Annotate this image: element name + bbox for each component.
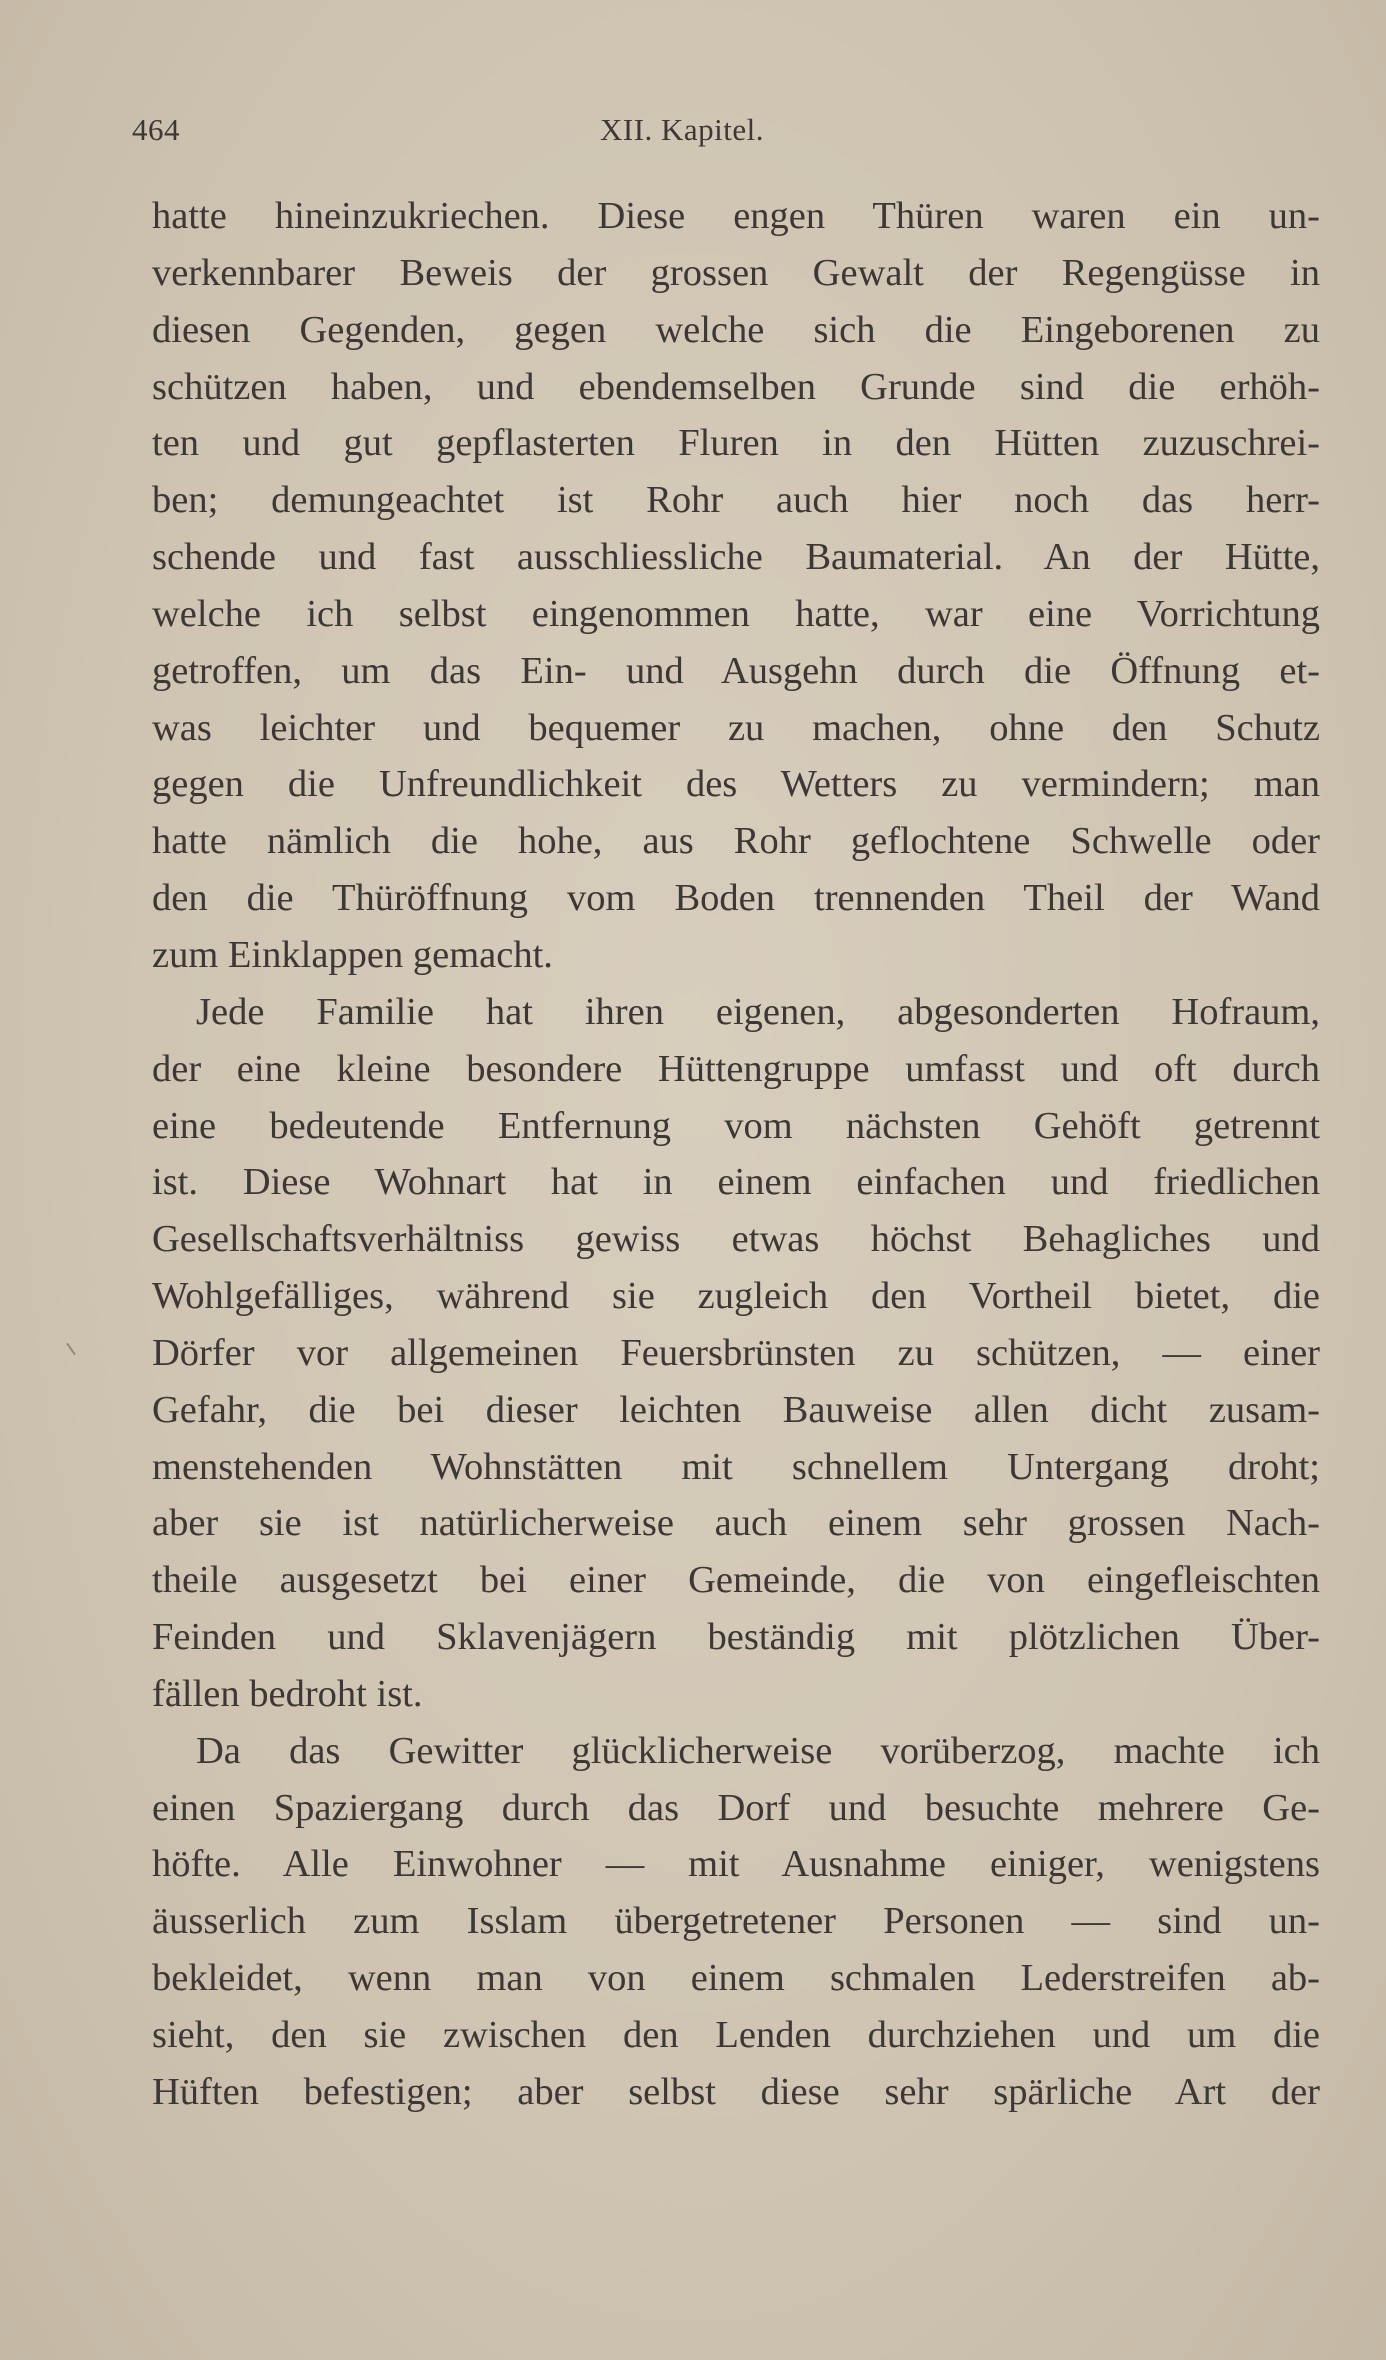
text-line: hatte nämlich die hohe, aus Rohr geflochtene Schwelle oder [152,820,1320,863]
margin-mark [66,1343,76,1356]
chapter-title: XII. Kapitel. [599,112,765,147]
text-line: fällen bedroht ist. [152,1672,423,1715]
text-line: einen Spaziergang durch das Dorf und besuchte mehrere Ge- [152,1786,1320,1829]
text-line: Wohlgefälliges, während sie zugleich den Vortheil bietet, die [152,1275,1320,1318]
text-line: menstehenden Wohnstätten mit schnellem Untergang droht; [152,1445,1320,1488]
text-line: welche ich selbst eingenommen hatte, war eine Vorrichtung [152,592,1320,635]
text-line: theile ausgesetzt bei einer Gemeinde, die von eingefleischten [152,1559,1320,1602]
text-line: den die Thüröffnung vom Boden trennenden Theil der Wand [152,877,1320,920]
text-line: sieht, den sie zwischen den Lenden durchziehen und um die [152,2014,1320,2056]
text-line: ben; demungeachtet ist Rohr auch hier noch das herr- [152,479,1320,522]
text-line: äusserlich zum Isslam übergetretener Personen — sind un- [152,1900,1320,1943]
text-line: ten und gut gepflasterten Fluren in den Hütten zuzuschrei- [152,422,1320,465]
text-line: eine bedeutende Entfernung vom nächsten Gehöft getrennt [152,1104,1320,1147]
text-line: Da das Gewitter glücklicherweise vorüberzog, machte ich [196,1729,1320,1772]
text-line: was leichter und bequemer zu machen, ohne den Schutz [152,706,1320,749]
text-line: schende und fast ausschliessliche Baumaterial. An der Hütte, [152,536,1320,579]
text-line: gegen die Unfreundlichkeit des Wetters zu vermindern; man [152,763,1320,806]
text-line: hatte hineinzukriechen. Diese engen Thüren waren ein un- [152,195,1320,237]
text-line: Gesellschaftsverhältniss gewiss etwas höchst Behagliches und [152,1218,1320,1261]
text-line: Jede Familie hat ihren eigenen, abgesonderten Hofraum, [196,990,1320,1033]
text-line: getroffen, um das Ein- und Ausgehn durch die Öffnung et- [152,649,1320,692]
text-line: Feinden und Sklavenjägern beständig mit plötzlichen Über- [152,1616,1320,1659]
text-line: diesen Gegenden, gegen welche sich die Eingeborenen zu [152,308,1320,351]
text-line: höfte. Alle Einwohner — mit Ausnahme einiger, wenigstens [152,1843,1320,1886]
text-line: verkennbarer Beweis der grossen Gewalt der Regengüsse in [152,251,1320,294]
page-number: 464 [132,112,180,147]
body-text [152,188,1320,2121]
text-line: ist. Diese Wohnart hat in einem einfachen und friedlichen [152,1161,1320,1204]
text-line: Gefahr, die bei dieser leichten Bauweise allen dicht zusam- [152,1388,1320,1431]
text-line: Dörfer vor allgemeinen Feuersbrünsten zu schützen, — einer [152,1331,1320,1374]
text-line: bekleidet, wenn man von einem schmalen Lederstreifen ab- [152,1957,1320,2000]
text-line: der eine kleine besondere Hüttengruppe umfasst und oft durch [152,1047,1320,1090]
text-line: Hüften befestigen; aber selbst diese sehr spärliche Art der [152,2070,1320,2113]
running-head [132,112,1322,156]
text-line: aber sie ist natürlicherweise auch einem sehr grossen Nach- [152,1502,1320,1545]
text-line: zum Einklappen gemacht. [152,933,553,976]
text-line: schützen haben, und ebendemselben Grunde sind die erhöh- [152,365,1320,408]
